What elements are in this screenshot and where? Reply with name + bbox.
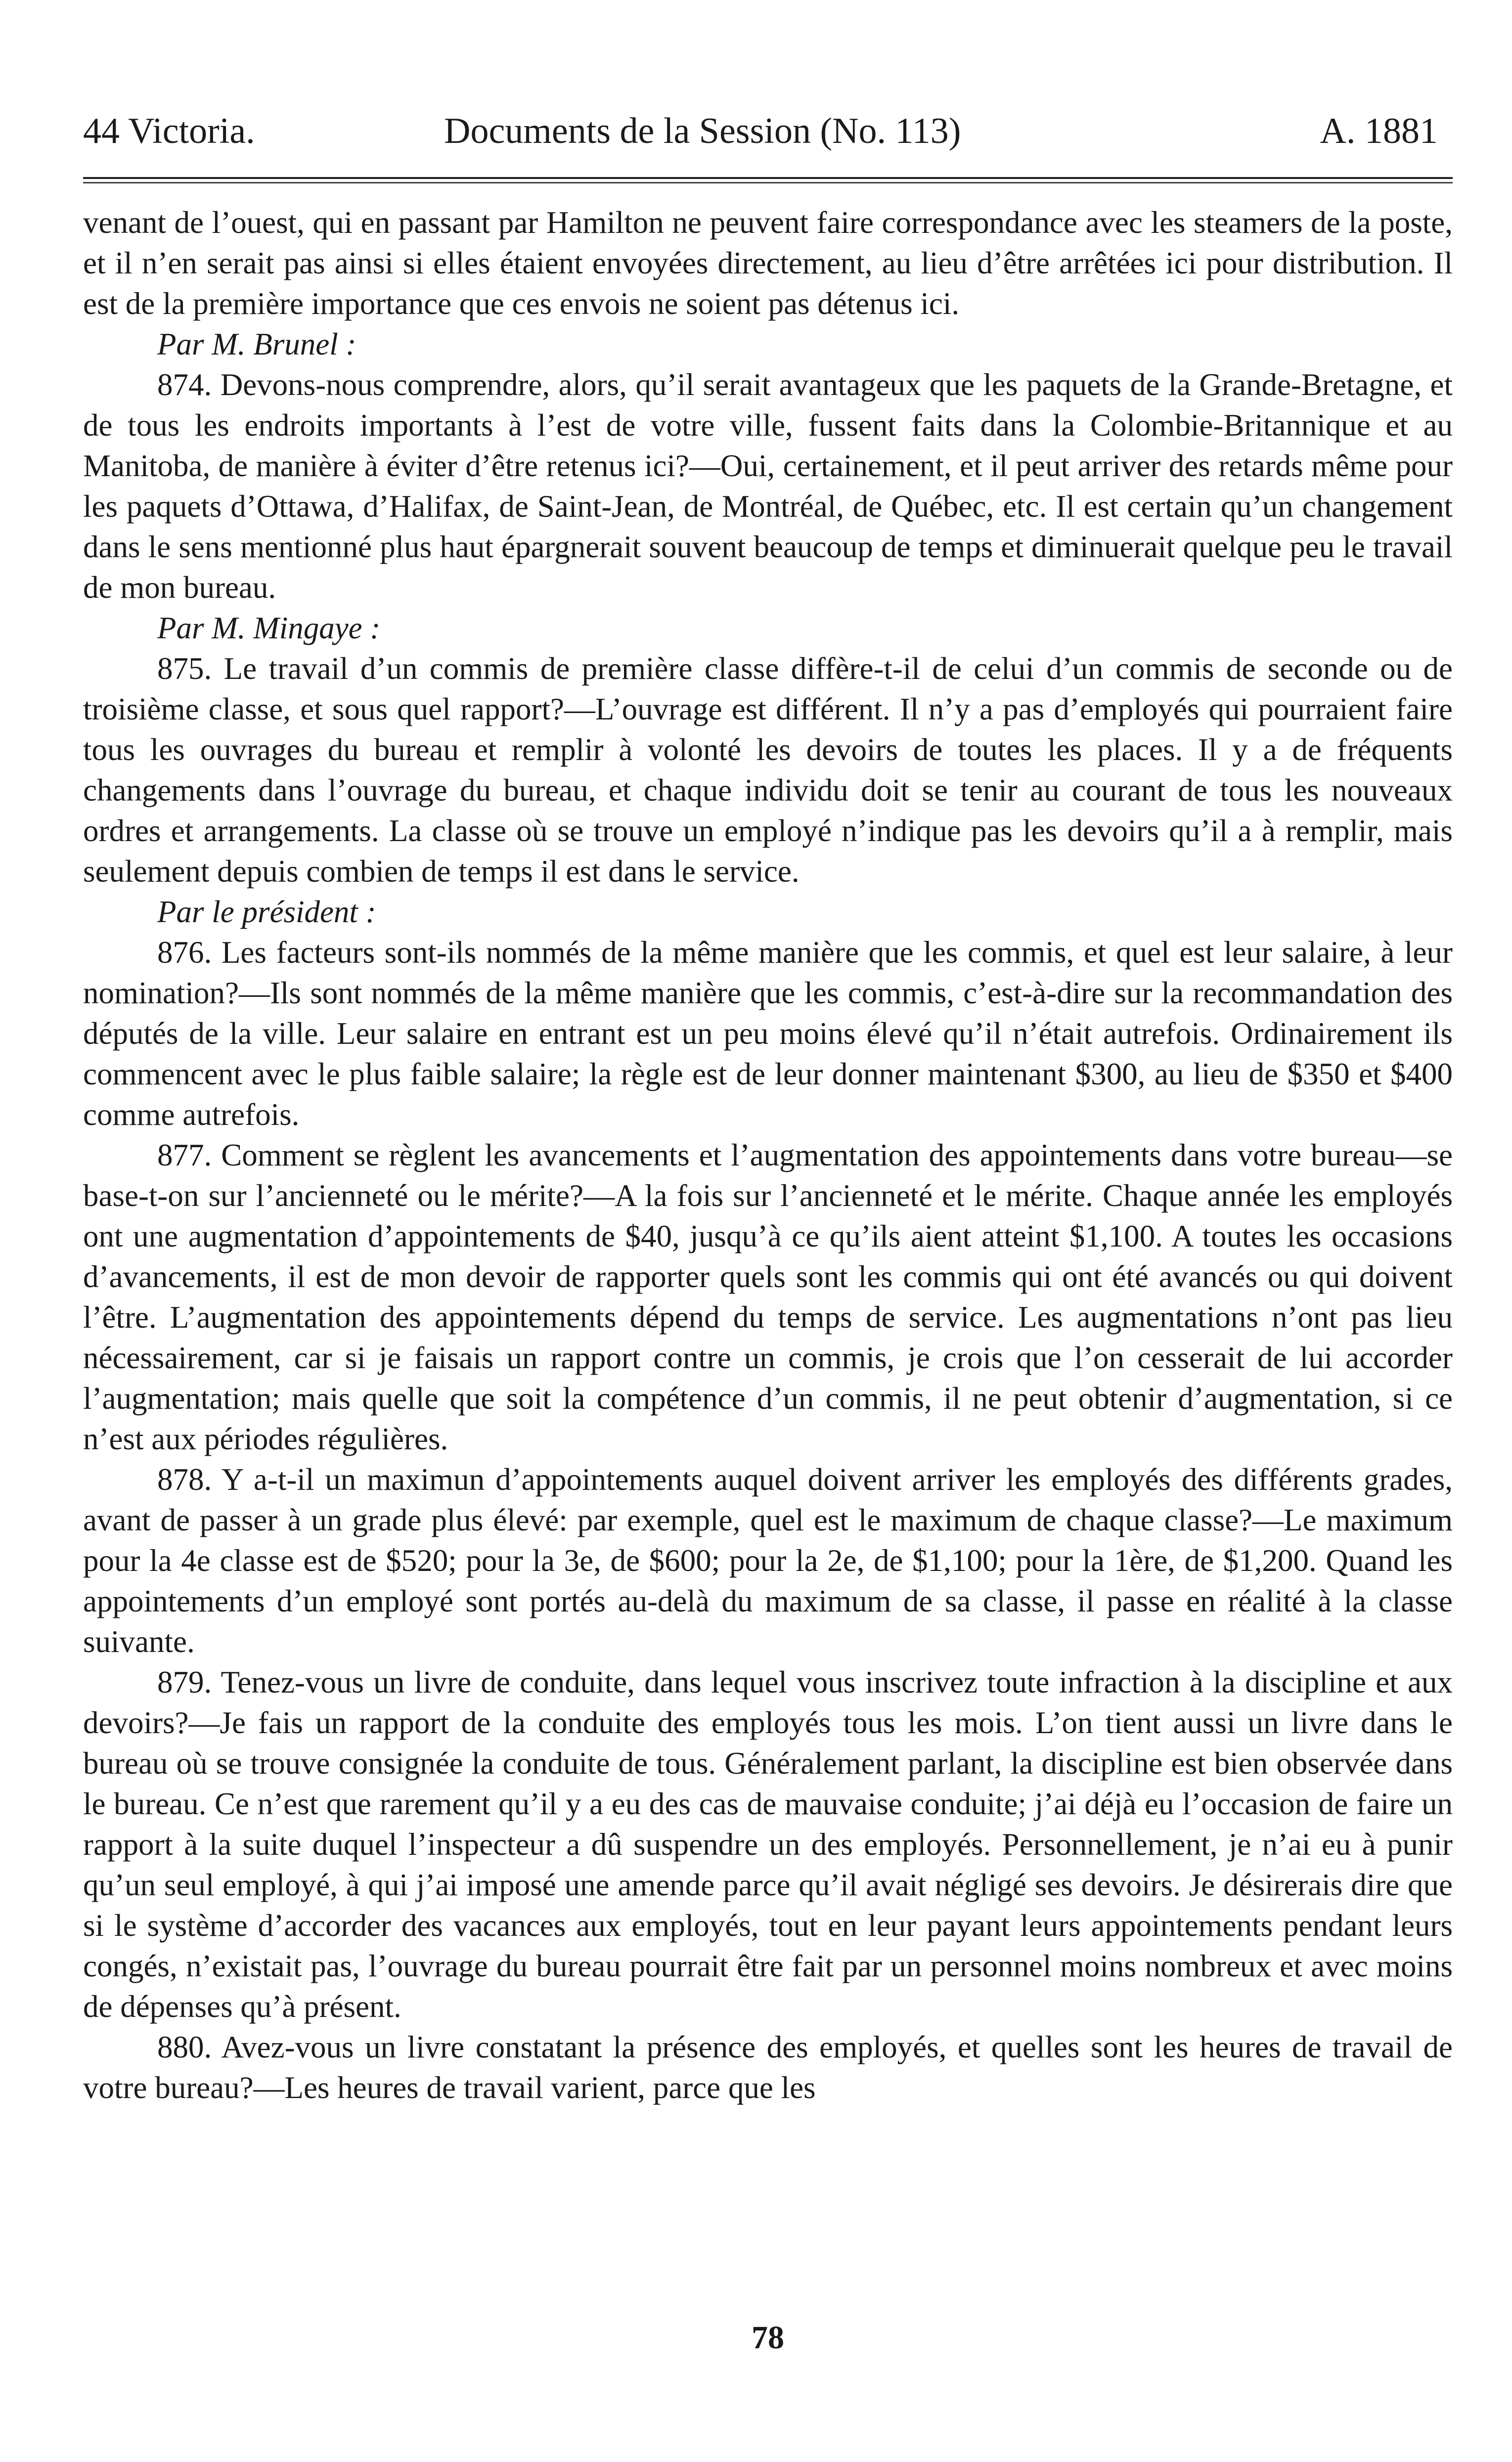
document-body — [83, 202, 1453, 2108]
header-rule — [83, 177, 1453, 179]
header-rule-secondary — [83, 182, 1453, 183]
header-regnal-year: 44 Victoria. — [83, 111, 255, 151]
document-page — [83, 94, 1453, 2418]
paragraph: 874. Devons-nous comprendre, alors, qu’il serait avantageux que les paquets de la Grande-Bretagne, et de tous les endroits importants à l’est de votre ville, fussent faits dans la Colombie-Britannique et au Manitoba, de manière à éviter d’être retenus ici?—Oui, certainement, et il peut arriver des retards même pour les paquets d’Ottawa, d’Halifax, de Saint-Jean, de Montréal, de Québec, etc. Il est certain qu’un changement dans le sens mentionné plus haut épargnerait souvent beaucoup de temps et diminuerait quelque peu le travail de mon bureau. — [83, 367, 1453, 605]
paragraph: 879. Tenez-vous un livre de conduite, dans lequel vous inscrivez toute infraction à la discipline et aux devoirs?—Je fais un rapport de la conduite des employés tous les mois. L’on tient aussi un livre dans le bureau où se trouve consignée la conduite de tous. Généralement parlant, la discipline est bien observée dans le bureau. Ce n’est que rarement qu’il y a eu des cas de mauvaise conduite; j’ai déjà eu l’occasion de faire un rapport à la suite duquel l’inspecteur a dû suspendre un des employés. Personnellement, je n’ai eu à punir qu’un seul employé, à qui j’ai imposé une amende parce qu’il avait négligé ses devoirs. Je désirerais dire que si le système d’accorder des vacances aux employés, tout en leur payant leurs appointements pendant leurs congés, n’existait pas, l’ouvrage du bureau pourrait être fait par un personnel moins nombreux et avec moins de dépenses qu’à présent. — [83, 1665, 1453, 2024]
speaker-label: Par M. Mingaye : — [157, 611, 381, 645]
paragraph: 876. Les facteurs sont-ils nommés de la même manière que les commis, et quel est leur salaire, à leur nomination?—Ils sont nommés de la même manière que les commis, c’est-à-dire sur la recommandation des députés de la ville. Leur salaire en entrant est un peu moins élevé qu’il n’était autrefois. Ordinairement ils commencent avec le plus faible salaire; la règle est de leur donner maintenant $300, au lieu de $350 et $400 comme autrefois. — [83, 935, 1453, 1132]
header-year: A. 1881 — [1320, 111, 1438, 151]
paragraph: 877. Comment se règlent les avancements et l’augmentation des appointements dans votre bureau—se base-t-on sur l’ancienneté ou le mérite?—A la fois sur l’ancienneté et le mérite. Chaque année les employés ont une augmentation d’appointements de $40, jusqu’à ce qu’ils aient atteint $1,100. A toutes les occasions d’avancements, il est de mon devoir de rapporter quels sont les commis qui ont été avancés ou qui doivent l’être. L’augmentation des appointements dépend du temps de service. Les augmentations n’ont pas lieu nécessairement, car si je faisais un rapport contre un commis, je crois que l’on cesserait de lui accorder l’augmentation; mais quelle que soit la compétence d’un commis, il ne peut obtenir d’augmentation, si ce n’est aux périodes régulières. — [83, 1138, 1453, 1456]
paragraph: 878. Y a-t-il un maximun d’appointements auquel doivent arriver les employés des différents grades, avant de passer à un grade plus élevé: par exemple, quel est le maximum de chaque classe?—Le maximum pour la 4e classe est de $520; pour la 3e, de $600; pour la 2e, de $1,100; pour la 1ère, de $1,200. Quand les appointements d’un employé sont portés au-delà du maximum de sa classe, il passe en réalité à la classe suivante. — [83, 1462, 1453, 1659]
paragraph: 880. Avez-vous un livre constatant la présence des employés, et quelles sont les heures de travail de votre bureau?—Les heures de travail varient, parce que les — [83, 2030, 1453, 2105]
paragraph: 875. Le travail d’un commis de première classe diffère-t-il de celui d’un commis de seconde ou de troisième classe, et sous quel rapport?—L’ouvrage est différent. Il n’y a pas d’employés qui pourraient faire tous les ouvrages du bureau et remplir à volonté les devoirs de toutes les places. Il y a de fréquents changements dans l’ouvrage du bureau, et chaque individu doit se tenir au courant de tous les nouveaux ordres et arrangements. La classe où se trouve un employé n’indique pas les devoirs qu’il a à remplir, mais seulement depuis combien de temps il est dans le service. — [83, 651, 1453, 889]
speaker-label: Par M. Brunel : — [157, 327, 356, 361]
paragraph: venant de l’ouest, qui en passant par Hamilton ne peuvent faire correspondance avec les steamers de la poste, et il n’en serait pas ainsi si elles étaient envoyées directement, au lieu d’être arrêtées ici pour distribution. Il est de la première importance que ces envois ne soient pas détenus ici. — [83, 205, 1453, 321]
page-number: 78 — [752, 2320, 784, 2356]
running-header — [83, 94, 1453, 168]
header-title: Documents de la Session (No. 113) — [444, 111, 961, 151]
speaker-label: Par le président : — [157, 895, 376, 929]
